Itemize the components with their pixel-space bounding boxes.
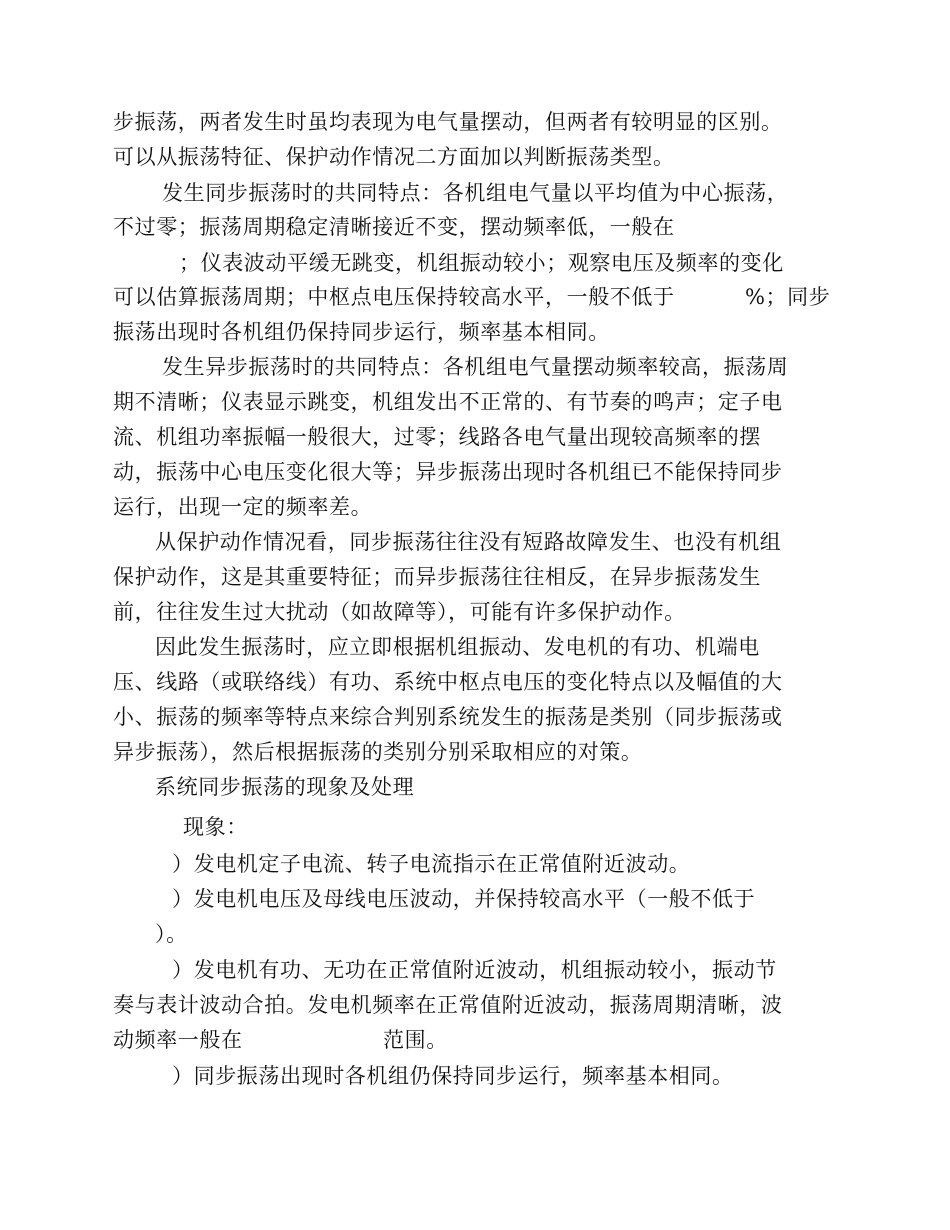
text-line-15: 前，往往发生过大扰动（如故障等），可能有许多保护动作。 xyxy=(113,600,686,624)
subsection-heading: 现象： xyxy=(183,815,248,839)
text-line-16: 因此发生振荡时，应立即根据机组振动、发电机的有功、机端电 xyxy=(155,635,760,659)
list-item-2-cont: ）。 xyxy=(155,922,188,946)
text-line-19: 异步振荡），然后根据振荡的类别分别采取相应的对策。 xyxy=(113,740,643,764)
text-line-13: 从保护动作情况看，同步振荡往往没有短路故障发生、也没有机组 xyxy=(155,530,782,554)
text-line-8: 发生异步振荡时的共同特点：各机组电气量摆动频率较高，振荡周 xyxy=(162,355,789,379)
text-line-5: ；仪表波动平缓无跳变，机组振动较小；观察电压及频率的变化 xyxy=(179,251,784,275)
text-line-6: 可以估算振荡周期；中枢点电压保持较高水平，一般不低于 xyxy=(113,285,675,309)
text-line-11: 动，振荡中心电压变化很大等；异步振荡出现时各机组已不能保持同步 xyxy=(113,460,783,484)
text-line-14: 保护动作，这是其重要特征；而异步振荡往往相反，在异步振荡发生 xyxy=(113,565,761,589)
text-line-10: 流、机组功率振幅一般很大，过零；线路各电气量出现较高频率的摆 xyxy=(113,425,761,449)
list-item-3-cont: 奏与表计波动合拍。发电机频率在正常值附近波动，振荡周期清晰，波 xyxy=(113,993,783,1017)
text-line-6b: %；同步 xyxy=(745,285,831,309)
text-line-2: 可以从振荡特征、保护动作情况二方面加以判断振荡类型。 xyxy=(113,145,675,169)
section-heading: 系统同步振荡的现象及处理 xyxy=(155,775,415,799)
text-line-1: 步振荡，两者发生时虽均表现为电气量摆动，但两者有较明显的区别。 xyxy=(113,110,783,134)
list-item-3-cont2b: 范围。 xyxy=(383,1028,448,1052)
text-line-3: 发生同步振荡时的共同特点：各机组电气量以平均值为中心振荡， xyxy=(162,181,789,205)
text-line-7: 振荡出现时各机组仍保持同步运行，频率基本相同。 xyxy=(113,320,610,344)
text-line-4: 不过零；振荡周期稳定清晰接近不变，摆动频率低，一般在 xyxy=(113,215,675,239)
list-item-2: ）发电机电压及母线电压波动，并保持较高水平（一般不低于 xyxy=(172,887,756,911)
list-item-3: ）发电机有功、无功在正常值附近波动，机组振动较小，振动节 xyxy=(172,958,777,982)
list-item-4: ）同步振荡出现时各机组仍保持同步运行，频率基本相同。 xyxy=(172,1064,734,1088)
text-line-18: 小、振荡的频率等特点来综合判别系统发生的振荡是类别（同步振荡或 xyxy=(113,705,783,729)
list-item-3-cont2: 动频率一般在 xyxy=(113,1028,243,1052)
text-line-17: 压、线路（或联络线）有功、系统中枢点电压的变化特点以及幅值的大 xyxy=(113,670,783,694)
text-line-9: 期不清晰；仪表显示跳变，机组发出不正常的、有节奏的鸣声；定子电 xyxy=(113,390,783,414)
text-line-12: 运行，出现一定的频率差。 xyxy=(113,495,373,519)
list-item-1: ）发电机定子电流、转子电流指示在正常值附近波动。 xyxy=(172,852,691,876)
